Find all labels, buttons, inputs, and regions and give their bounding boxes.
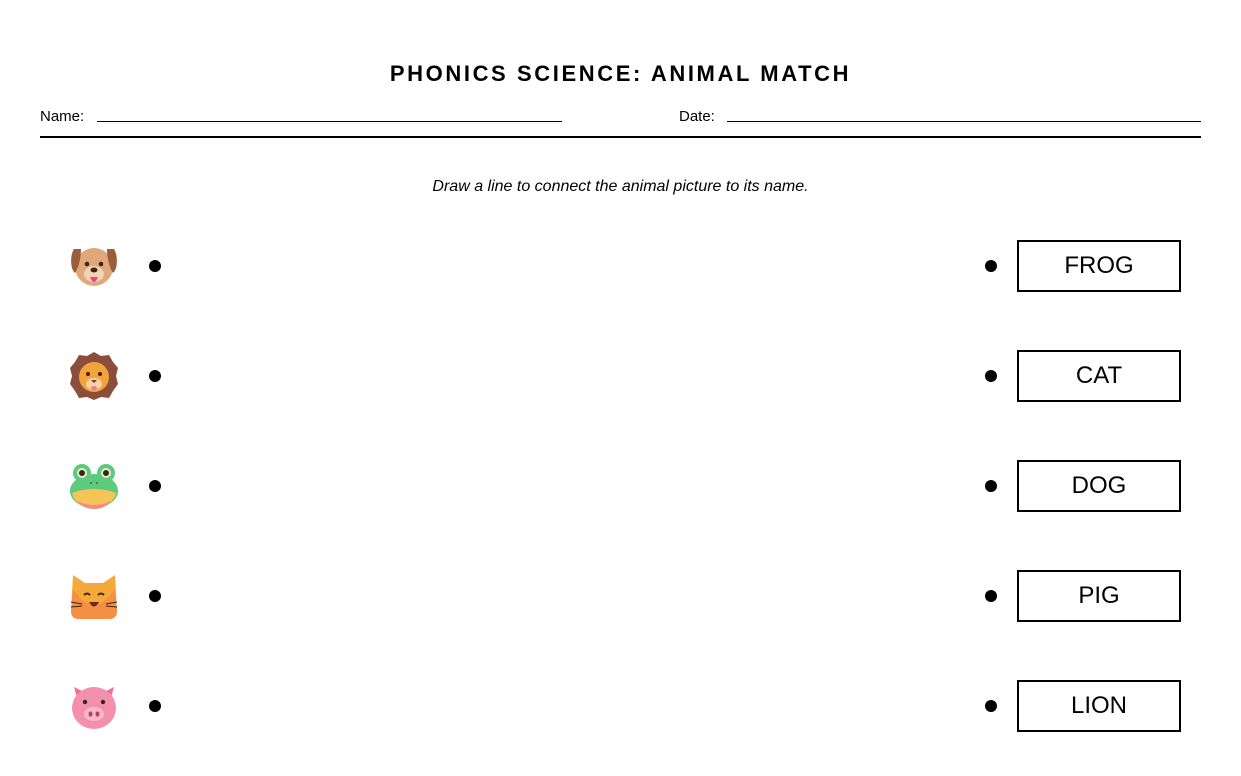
date-label: Date: xyxy=(679,108,715,125)
instructions: Draw a line to connect the animal picture to its name. xyxy=(432,178,809,195)
dog-face-icon xyxy=(69,241,119,291)
right-match-dot[interactable] xyxy=(985,590,997,602)
match-row xyxy=(0,570,1241,622)
cat-face-icon xyxy=(69,571,119,621)
right-match-dot[interactable] xyxy=(985,480,997,492)
pig-face-icon xyxy=(69,681,119,731)
right-match-dot[interactable] xyxy=(985,370,997,382)
match-row xyxy=(0,350,1241,402)
word-box: LION xyxy=(1017,680,1181,732)
name-field-line[interactable] xyxy=(97,121,562,122)
word-box: PIG xyxy=(1017,570,1181,622)
frog-face-icon xyxy=(69,461,119,511)
right-match-dot[interactable] xyxy=(985,700,997,712)
word-box: CAT xyxy=(1017,350,1181,402)
date-field-line[interactable] xyxy=(727,121,1201,122)
match-row xyxy=(0,240,1241,292)
left-match-dot[interactable] xyxy=(149,590,161,602)
match-row xyxy=(0,680,1241,732)
match-row xyxy=(0,460,1241,512)
worksheet-title: PHONICS SCIENCE: ANIMAL MATCH xyxy=(389,61,852,86)
left-match-dot[interactable] xyxy=(149,370,161,382)
header-divider xyxy=(40,136,1201,138)
word-box: FROG xyxy=(1017,240,1181,292)
lion-face-icon xyxy=(69,351,119,401)
name-label: Name: xyxy=(40,108,85,125)
word-box: DOG xyxy=(1017,460,1181,512)
left-match-dot[interactable] xyxy=(149,260,161,272)
left-match-dot[interactable] xyxy=(149,480,161,492)
right-match-dot[interactable] xyxy=(985,260,997,272)
left-match-dot[interactable] xyxy=(149,700,161,712)
